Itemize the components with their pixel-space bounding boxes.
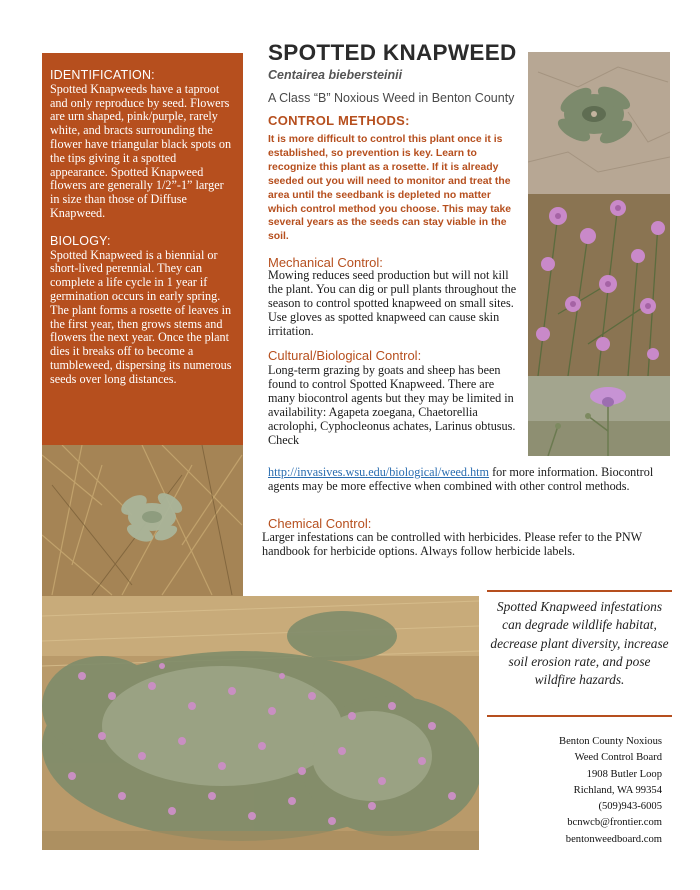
- cultural-link-paragraph: [268, 465, 668, 493]
- impact-quote-text: Spotted Knapweed infestations can degrade wildlife habitat, decrease plant diversity, increase soil erosion rate, and pose wildfire hazards.: [490, 599, 669, 688]
- identification-text: Spotted Knapweeds have a taproot and only reproduce by seed. Flowers are urn shaped, pink/purple, rarely white, and bracts surrounding the flower have triangular black spots on the tips giving it a spotted appearance. Spotted Knapweed flowers are generally 1/2”-1” larger in size than those of Diffuse Knapweed.: [50, 81, 232, 220]
- address-line-1: Benton County Noxious: [559, 736, 662, 747]
- page-title: SPOTTED KNAPWEED: [268, 40, 517, 65]
- chemical-control-heading: Chemical Control:: [268, 516, 372, 531]
- chemical-control-text: Larger infestations can be controlled with herbicides. Please refer to the PNW handbook for herbicide options. Always follow herbicide labels.: [262, 530, 642, 559]
- phone-number: (509)943-6005: [598, 801, 662, 813]
- impact-quote-box: [487, 590, 672, 717]
- rosette-in-grass-photo: [42, 445, 243, 596]
- website: bentonweedboard.com: [565, 833, 662, 845]
- scientific-name: Centairea biebersteinii: [268, 68, 403, 82]
- cultural-biological-text: Long-term grazing by goats and sheep has been found to control Spotted Knapweed. There are many biocontrol agents but they may be limited in availability: Agapeta zoegana, Chaetorellia acrolophi, Cyphocleonus achates, Larinus obtusus. Check: [268, 363, 516, 448]
- address-line-2: Weed Control Board: [574, 752, 662, 764]
- single-flower-photo: [528, 376, 670, 456]
- contact-address: [520, 734, 662, 848]
- biology-heading: BIOLOGY:: [50, 233, 111, 248]
- cultural-biological-heading: Cultural/Biological Control:: [268, 348, 422, 363]
- rosette-on-soil-photo: [528, 52, 670, 194]
- knapweed-field-photo: [42, 596, 479, 850]
- mechanical-control-heading: Mechanical Control:: [268, 255, 383, 270]
- address-line-4: Richland, WA 99354: [573, 784, 662, 796]
- control-methods-heading: CONTROL METHODS:: [268, 113, 410, 128]
- biocontrol-link[interactable]: http://invasives.wsu.edu/biological/weed.htm: [268, 465, 490, 479]
- weed-class-line: A Class “B” Noxious Weed in Benton County: [268, 91, 515, 105]
- cultural-after-link-text: for more information. Biocontrol agents may be more effective when combined with other control methods.: [268, 465, 654, 494]
- left-info-panel: [42, 53, 243, 445]
- knapweed-flowers-photo: [528, 194, 670, 376]
- email-address: bcnwcb@frontier.com: [567, 817, 662, 829]
- control-methods-intro: It is more difficult to control this plant once it is established, so prevention is key. Learn to recognize this plant as a rosette. If it is already seeded out you will need to monitor and treat the area until the seedbank is depleted no matter which control method you choose. This may take several years as the seeds can stay viable in the soil.: [268, 134, 512, 243]
- address-line-3: 1908 Butler Loop: [586, 768, 662, 780]
- mechanical-control-text: Mowing reduces seed production but will not kill the plant. You can dig or pull plants throughout the season to control spotted knapweed on small sites. Use gloves as spotted knapweed can cause skin irritation.: [268, 268, 517, 339]
- identification-heading: IDENTIFICATION:: [50, 68, 155, 82]
- biology-text: Spotted Knapweed is a biennial or short-lived perennial. They can complete a life cycle in 1 year if germination occurs in early spring. The plant forms a rosette of leaves in the first year, then grows stems and flowers the next year. Once the plant dies it breaks off to become a tumbleweed, dispersing its numerous seeds over long distances.: [50, 247, 232, 386]
